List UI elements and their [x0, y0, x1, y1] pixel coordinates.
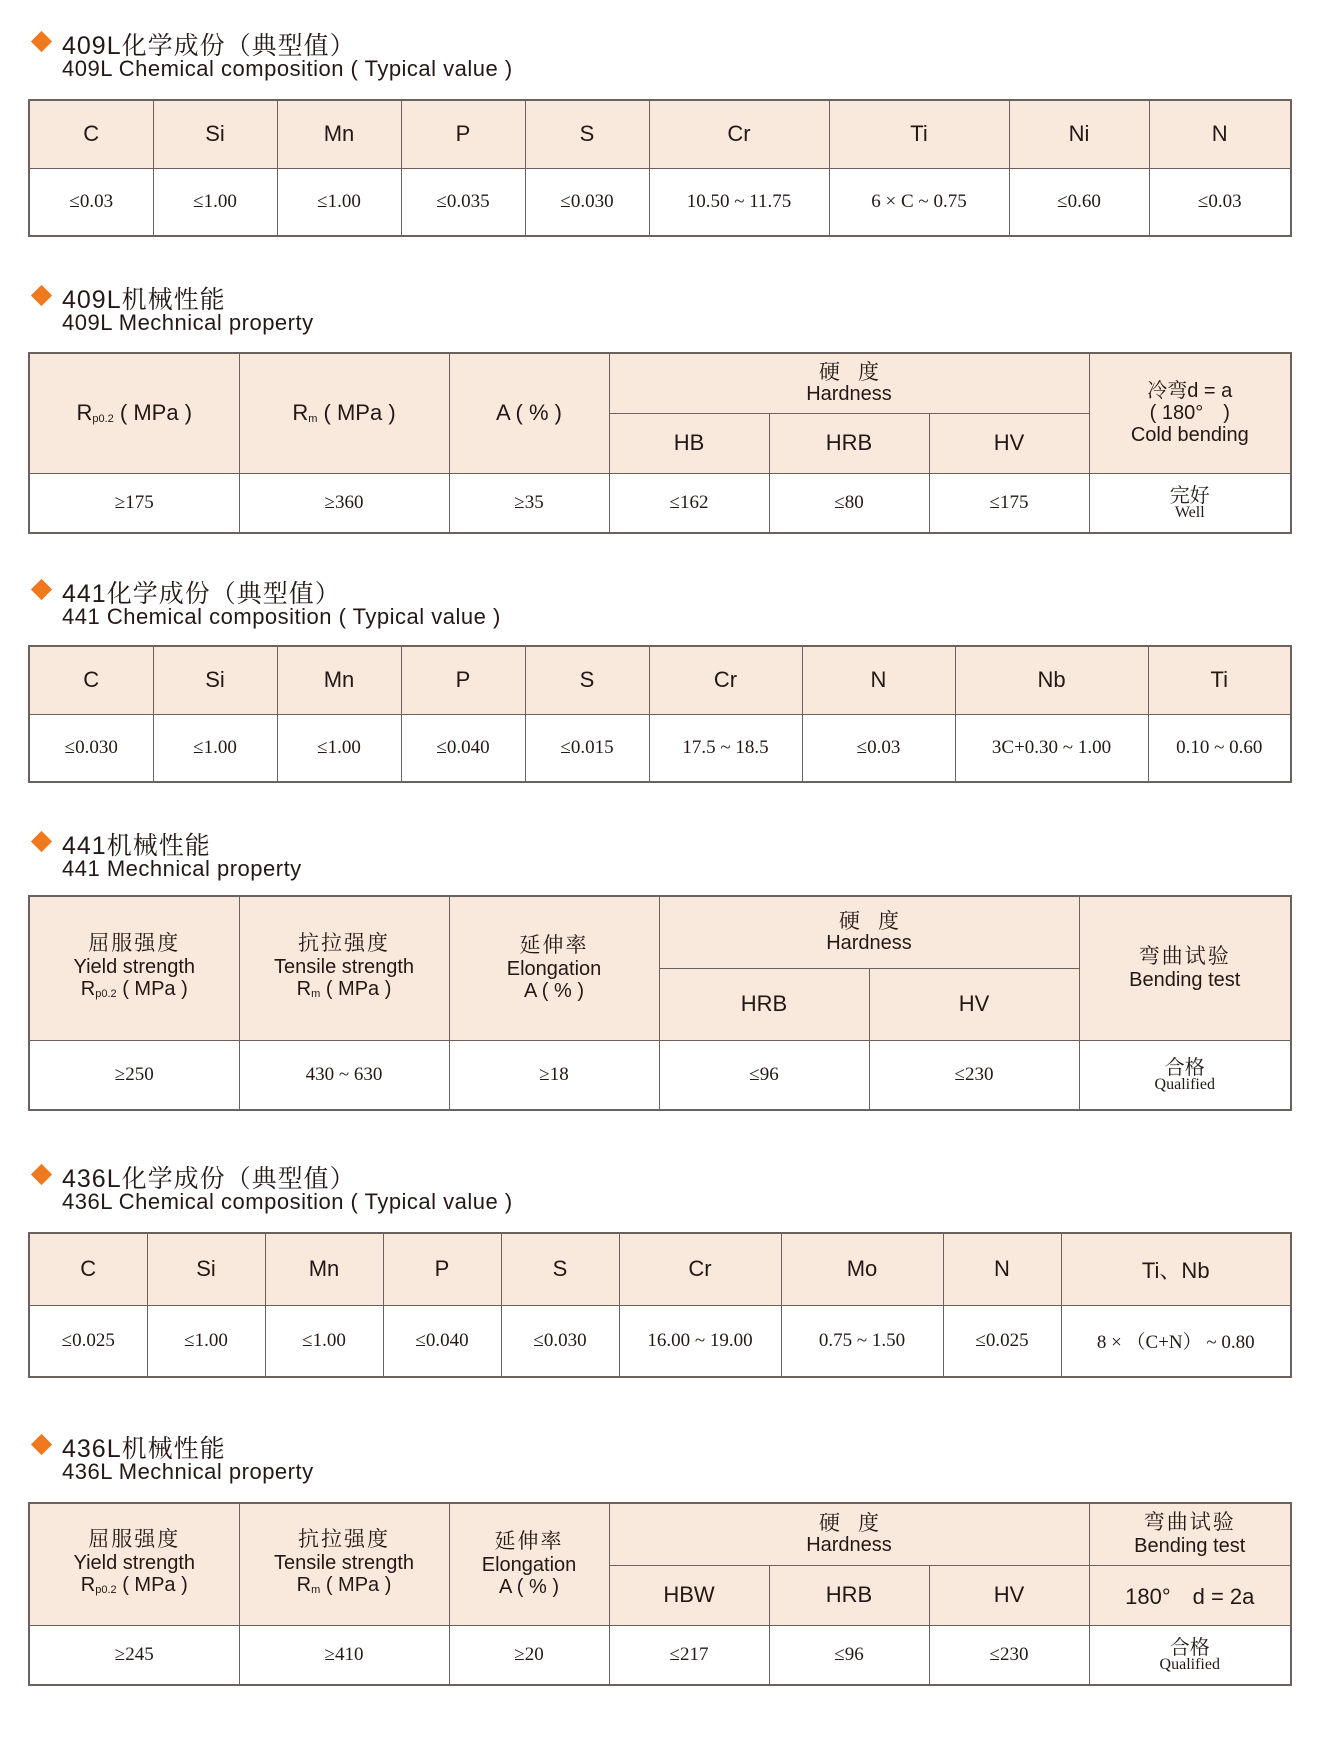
title-cn: 441机械性能: [62, 832, 211, 860]
value-cell: 430 ~ 630: [239, 1040, 449, 1110]
header-cell: P: [383, 1233, 501, 1305]
tensile-header: [239, 896, 449, 1040]
rm-unit: ( MPa ): [325, 1573, 392, 1596]
rm-subscript: m: [311, 987, 321, 1000]
rm-header: [239, 353, 449, 473]
rm-unit: ( MPa ): [325, 977, 392, 1000]
hardness-en: Hardness: [826, 932, 912, 955]
value-cell: ≤0.035: [401, 168, 525, 236]
bend-value-en: Well: [1174, 503, 1205, 521]
value-cell: ≤1.00: [153, 168, 277, 236]
diamond-bullet-icon: [31, 1164, 52, 1185]
value-cell: 16.00 ~ 19.00: [619, 1305, 781, 1377]
title-en: 436L Chemical composition ( Typical value ): [62, 1189, 513, 1214]
value-cell: ≤0.03: [802, 714, 955, 782]
chemical-table: [28, 645, 1292, 783]
value-row: [29, 1625, 1291, 1685]
bending-header: [1079, 896, 1291, 1040]
value-cell: ≥20: [449, 1625, 609, 1685]
hardness-cn: 硬度: [819, 361, 897, 385]
tensile-en: Tensile strength: [273, 1551, 415, 1574]
header-cell: Si: [153, 646, 277, 714]
rm-symbol: R: [296, 977, 312, 1000]
yield-cn: 屈服强度: [88, 1527, 181, 1551]
value-cell: ≤1.00: [153, 714, 277, 782]
value-cell: ≥35: [449, 473, 609, 533]
value-cell: ≤0.025: [943, 1305, 1061, 1377]
elongation-cn: 延伸率: [494, 1530, 564, 1554]
header-cell: Mn: [265, 1233, 383, 1305]
value-cell: 3C+0.30 ~ 1.00: [955, 714, 1148, 782]
diamond-bullet-icon: [31, 285, 52, 306]
bend-value-en: Qualified: [1154, 1075, 1215, 1093]
rp02-header: [29, 353, 239, 473]
value-cell: ≤80: [769, 473, 929, 533]
rp-symbol: R: [80, 977, 96, 1000]
bending-header: [1089, 353, 1291, 473]
hardness-header: [609, 1503, 1089, 1565]
header-cell: Ti: [1148, 646, 1291, 714]
elongation-unit: A ( % ): [498, 1576, 559, 1599]
header-cell: P: [401, 100, 525, 168]
elongation-cn: 延伸率: [519, 934, 589, 958]
mechanical-table: [28, 352, 1292, 534]
value-cell: ≤0.030: [525, 168, 649, 236]
bend-value-cn: 完好: [1169, 482, 1210, 507]
title-cn: 409L机械性能: [62, 286, 226, 314]
bend-value-cn: 合格: [1169, 1634, 1210, 1659]
bending-condition: 180° d = 2a: [1089, 1565, 1291, 1625]
header-cell: C: [29, 1233, 147, 1305]
header-row: [29, 646, 1291, 714]
rp-subscript: p0.2: [92, 413, 114, 426]
elongation-header: [449, 896, 659, 1040]
diamond-bullet-icon: [31, 1434, 52, 1455]
value-row: [29, 1305, 1291, 1377]
elongation-unit: A ( % ): [523, 980, 584, 1003]
hrb-header: HRB: [659, 968, 869, 1040]
value-cell: ≤0.03: [29, 168, 153, 236]
value-cell: 17.5 ~ 18.5: [649, 714, 802, 782]
value-cell: ≤1.00: [265, 1305, 383, 1377]
mechanical-table: [28, 895, 1292, 1111]
header-cell: S: [525, 646, 649, 714]
value-cell: ≥360: [239, 473, 449, 533]
value-cell: ≤1.00: [277, 168, 401, 236]
rp-subscript: p0.2: [95, 1583, 117, 1596]
rm-label: [240, 1574, 449, 1601]
header-cell: Ti、Nb: [1061, 1233, 1291, 1305]
header-cell: Cr: [649, 646, 802, 714]
yield-cn: 屈服强度: [88, 931, 181, 955]
title-en: 436L Mechnical property: [62, 1459, 314, 1484]
rm-symbol: R: [292, 400, 309, 426]
rm-symbol: R: [296, 1573, 312, 1596]
header-row: [29, 1233, 1291, 1305]
rm-unit: ( MPa ): [323, 400, 396, 426]
rp-symbol: R: [76, 400, 93, 426]
value-cell: ≤230: [869, 1040, 1079, 1110]
header-cell: N: [1149, 100, 1291, 168]
elongation-header: A ( % ): [449, 353, 609, 473]
bend-value-cell: [1089, 473, 1291, 533]
header-cell: C: [29, 100, 153, 168]
value-row: [29, 1040, 1291, 1110]
value-cell: ≤217: [609, 1625, 769, 1685]
header-cell: C: [29, 646, 153, 714]
value-cell: 8 × （C+N） ~ 0.80: [1061, 1305, 1291, 1377]
rp-symbol: R: [80, 1573, 96, 1596]
bend-line-2: ( 180° ): [1149, 402, 1230, 425]
elongation-en: Elongation: [481, 1554, 577, 1577]
rp-subscript: p0.2: [95, 987, 117, 1000]
value-cell: ≤96: [769, 1625, 929, 1685]
value-cell: ≤0.03: [1149, 168, 1291, 236]
value-cell: ≥250: [29, 1040, 239, 1110]
diamond-bullet-icon: [31, 31, 52, 52]
value-cell: 0.75 ~ 1.50: [781, 1305, 943, 1377]
bend-line-3: Cold bending: [1130, 424, 1249, 447]
value-cell: ≤0.025: [29, 1305, 147, 1377]
tensile-header: [239, 1503, 449, 1625]
value-cell: ≤0.040: [401, 714, 525, 782]
title-cn: 441化学成份（典型值）: [62, 580, 341, 608]
header-cell: N: [802, 646, 955, 714]
hardness-cn: 硬度: [819, 1512, 897, 1536]
title-en: 441 Mechnical property: [62, 856, 302, 881]
hv-header: HV: [869, 968, 1079, 1040]
bending-en: Bending test: [1129, 969, 1241, 992]
header-cell: Mn: [277, 100, 401, 168]
hardness-header: [659, 896, 1079, 968]
header-row: [29, 353, 1291, 413]
rm-subscript: m: [308, 413, 318, 426]
value-cell: ≤1.00: [147, 1305, 265, 1377]
header-cell: Mo: [781, 1233, 943, 1305]
hv-header: HV: [929, 413, 1089, 473]
value-cell: ≤230: [929, 1625, 1089, 1685]
rm-label: [240, 978, 449, 1005]
header-cell: S: [525, 100, 649, 168]
value-row: [29, 168, 1291, 236]
rp-unit: ( MPa ): [122, 1573, 188, 1596]
header-cell: S: [501, 1233, 619, 1305]
header-row: [29, 100, 1291, 168]
value-cell: ≤0.015: [525, 714, 649, 782]
header-cell: P: [401, 646, 525, 714]
value-cell: ≥175: [29, 473, 239, 533]
bending-header: [1089, 1503, 1291, 1565]
rp-unit: ( MPa ): [119, 400, 193, 426]
bend-line-1: 冷弯d = a: [1147, 380, 1233, 403]
header-cell: Ti: [829, 100, 1009, 168]
elongation-en: Elongation: [506, 958, 602, 981]
value-cell: ≤1.00: [277, 714, 401, 782]
value-cell: ≤0.60: [1009, 168, 1149, 236]
header-cell: Si: [153, 100, 277, 168]
value-row: [29, 473, 1291, 533]
diamond-bullet-icon: [31, 831, 52, 852]
title-en: 409L Chemical composition ( Typical value ): [62, 56, 513, 81]
chemical-table: [28, 99, 1292, 237]
value-cell: ≤0.040: [383, 1305, 501, 1377]
value-cell: ≤96: [659, 1040, 869, 1110]
rm-subscript: m: [311, 1583, 321, 1596]
hardness-en: Hardness: [806, 383, 892, 406]
header-row: [29, 1503, 1291, 1565]
rp02-label: [30, 978, 239, 1005]
header-cell: N: [943, 1233, 1061, 1305]
header-cell: Cr: [649, 100, 829, 168]
value-cell: ≥410: [239, 1625, 449, 1685]
bending-cn: 弯曲试验: [1143, 1511, 1236, 1535]
value-cell: ≤175: [929, 473, 1089, 533]
title-cn: 436L机械性能: [62, 1435, 226, 1463]
title-en: 441 Chemical composition ( Typical value ): [62, 604, 501, 629]
yield-header: [29, 896, 239, 1040]
bending-cn: 弯曲试验: [1138, 945, 1231, 969]
title-cn: 409L化学成份（典型值）: [62, 32, 356, 60]
value-cell: ≥18: [449, 1040, 659, 1110]
bend-value-cell: [1079, 1040, 1291, 1110]
diamond-bullet-icon: [31, 579, 52, 600]
bending-en: Bending test: [1134, 1535, 1246, 1558]
value-cell: 6 × C ~ 0.75: [829, 168, 1009, 236]
elongation-header: [449, 1503, 609, 1625]
bend-value-cn: 合格: [1164, 1054, 1205, 1079]
header-cell: Ni: [1009, 100, 1149, 168]
hrb-header: HRB: [769, 1565, 929, 1625]
header-cell: Mn: [277, 646, 401, 714]
value-cell: 0.10 ~ 0.60: [1148, 714, 1291, 782]
title-cn: 436L化学成份（典型值）: [62, 1165, 356, 1193]
value-cell: ≤0.030: [29, 714, 153, 782]
header-cell: Cr: [619, 1233, 781, 1305]
yield-en: Yield strength: [73, 1551, 196, 1574]
header-cell: Si: [147, 1233, 265, 1305]
value-row: [29, 714, 1291, 782]
value-cell: ≥245: [29, 1625, 239, 1685]
yield-header: [29, 1503, 239, 1625]
hb-header: HB: [609, 413, 769, 473]
tensile-cn: 抗拉强度: [298, 931, 390, 955]
header-cell: Nb: [955, 646, 1148, 714]
rp-unit: ( MPa ): [122, 977, 188, 1000]
hardness-en: Hardness: [806, 1534, 892, 1557]
hv-header: HV: [929, 1565, 1089, 1625]
bend-value-cell: [1089, 1625, 1291, 1685]
tensile-en: Tensile strength: [273, 955, 415, 978]
header-row: [29, 896, 1291, 968]
title-en: 409L Mechnical property: [62, 310, 314, 335]
hbw-header: HBW: [609, 1565, 769, 1625]
yield-en: Yield strength: [73, 955, 196, 978]
value-cell: ≤162: [609, 473, 769, 533]
hardness-cn: 硬度: [839, 910, 917, 934]
value-cell: 10.50 ~ 11.75: [649, 168, 829, 236]
value-cell: ≤0.030: [501, 1305, 619, 1377]
tensile-cn: 抗拉强度: [298, 1527, 390, 1551]
hardness-header: [609, 353, 1089, 413]
hrb-header: HRB: [769, 413, 929, 473]
mechanical-table: [28, 1502, 1292, 1686]
bend-value-en: Qualified: [1159, 1655, 1220, 1673]
rp02-label: [30, 1574, 239, 1601]
chemical-table: [28, 1232, 1292, 1378]
